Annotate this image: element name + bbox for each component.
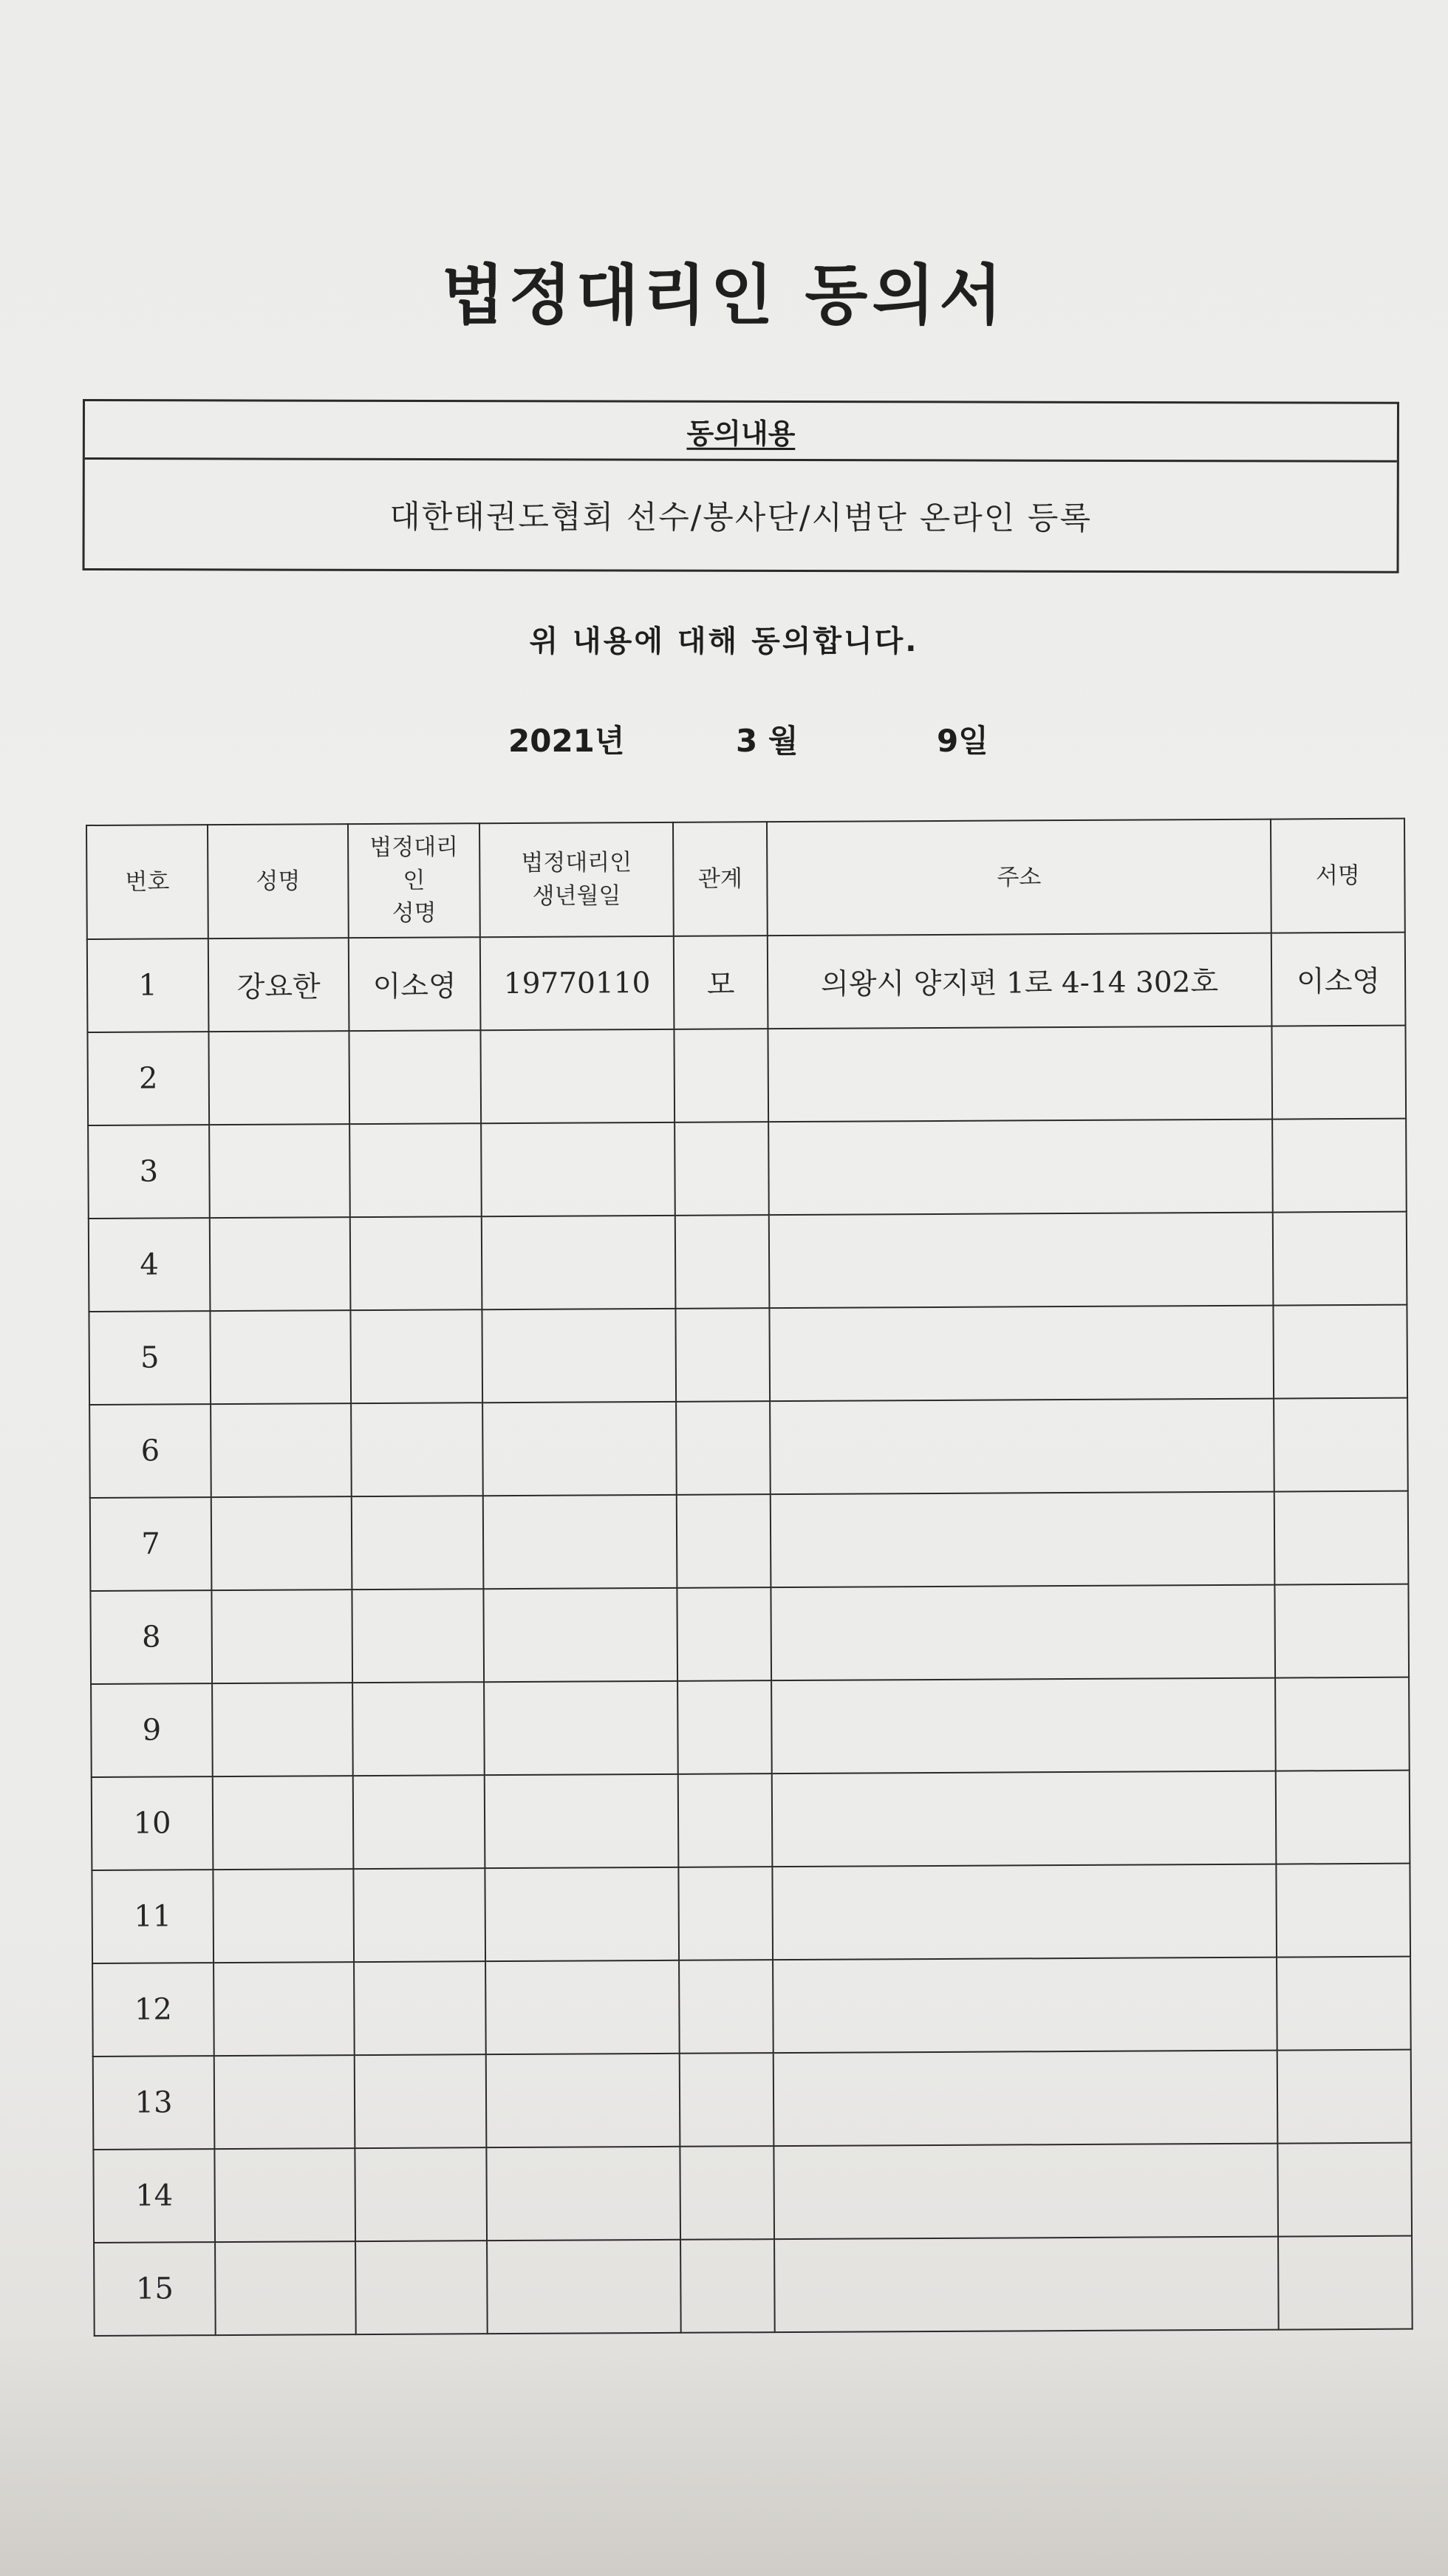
cell-address: 의왕시 양지편 1로 4-14 302호: [768, 933, 1272, 1029]
cell-number: 1: [87, 938, 209, 1032]
cell-guardian-name: [355, 2241, 488, 2334]
cell-name: [212, 1683, 353, 1776]
table-row: [87, 1026, 1406, 1125]
cell-address: [771, 1678, 1276, 1774]
cell-number: 10: [92, 1776, 214, 1870]
cell-number: 4: [89, 1218, 211, 1312]
cell-guardian-name: [355, 2147, 487, 2241]
cell-guardian-birth: [486, 2147, 680, 2241]
cell-signature: [1277, 2143, 1412, 2237]
cell-guardian-name: [349, 1030, 481, 1124]
cell-signature: [1276, 1864, 1410, 1957]
table-row: [90, 1491, 1409, 1591]
header-signature: 서명: [1271, 819, 1405, 933]
cell-name: [214, 2148, 355, 2242]
cell-name: [210, 1310, 351, 1404]
header-address: 주소: [767, 820, 1271, 936]
cell-number: 5: [89, 1311, 211, 1405]
header-relation: 관계: [673, 822, 768, 936]
guardian-roster-table: [86, 818, 1413, 2337]
agreement-statement: 위 내용에 대해 동의합니다.: [529, 624, 919, 658]
cell-address: [772, 1771, 1277, 1867]
cell-name: [210, 1217, 351, 1311]
cell-guardian-name: [352, 1589, 484, 1683]
cell-guardian-name: [355, 2054, 487, 2148]
cell-number: 14: [93, 2149, 215, 2243]
cell-signature: [1273, 1305, 1407, 1399]
cell-guardian-birth: [483, 1495, 677, 1589]
cell-guardian-name: [353, 1868, 485, 1962]
cell-name: [215, 2241, 356, 2335]
cell-guardian-birth: [486, 2054, 680, 2147]
cell-number: 11: [92, 1870, 214, 1963]
date-month: 3 월: [736, 723, 799, 759]
paper-shadow: [0, 2332, 1448, 2576]
table-row: [92, 1957, 1411, 2057]
cell-signature: [1274, 1398, 1408, 1492]
table-row: [92, 1771, 1410, 1870]
cell-guardian-name: [350, 1216, 482, 1310]
cell-address: [769, 1213, 1274, 1309]
cell-signature: 이소영: [1271, 933, 1406, 1026]
cell-number: 3: [88, 1125, 210, 1219]
cell-guardian-birth: [483, 1588, 677, 1682]
cell-relation: [679, 1960, 773, 2054]
cell-relation: [677, 1680, 772, 1774]
cell-number: 12: [92, 1963, 214, 2057]
cell-signature: [1272, 1119, 1407, 1213]
cell-relation: [677, 1587, 771, 1681]
table-row: [94, 2236, 1413, 2336]
cell-guardian-name: [349, 1123, 482, 1217]
cell-guardian-birth: [481, 1122, 675, 1216]
cell-name: [209, 1124, 350, 1218]
cell-signature: [1271, 1026, 1406, 1120]
cell-relation: [680, 2146, 774, 2240]
cell-name: [214, 1962, 355, 2056]
cell-relation: [674, 1029, 768, 1122]
table-row: [90, 1584, 1409, 1684]
cell-signature: [1273, 1212, 1407, 1306]
cell-name: [208, 1031, 349, 1125]
header-guardian-name: 법정대리 인 성명: [348, 823, 480, 938]
date-year: 2021년: [508, 723, 625, 759]
date-day: 9일: [937, 723, 988, 759]
cell-name: [214, 2055, 355, 2149]
cell-guardian-birth: [482, 1309, 676, 1403]
cell-address: [772, 1864, 1277, 1960]
cell-guardian-birth: 19770110: [480, 936, 675, 1030]
cell-name: [211, 1403, 352, 1497]
cell-guardian-birth: [485, 1867, 679, 1961]
cell-name: [213, 1776, 354, 1870]
cell-signature: [1278, 2236, 1413, 2330]
cell-number: 6: [89, 1404, 211, 1498]
table-row: [91, 1677, 1410, 1777]
cell-relation: [678, 1867, 773, 1960]
cell-guardian-birth: [487, 2240, 681, 2334]
cell-address: [773, 1957, 1277, 2054]
consent-content: 대한태권도협회 선수/봉사단/시범단 온라인 등록: [389, 498, 1093, 537]
table-row: [93, 2050, 1412, 2150]
cell-address: [771, 1492, 1275, 1588]
cell-relation: [678, 1773, 773, 1867]
cell-guardian-name: [354, 1961, 486, 2055]
consent-box: [83, 399, 1399, 573]
cell-address: [768, 1120, 1273, 1216]
table-body: [87, 933, 1413, 2336]
cell-guardian-birth: [485, 1960, 680, 2054]
cell-guardian-name: 이소영: [349, 937, 481, 1031]
cell-relation: [675, 1308, 770, 1402]
header-number: 번호: [86, 825, 208, 939]
cell-relation: [677, 1494, 771, 1588]
table-row: [89, 1212, 1407, 1312]
cell-signature: [1275, 1677, 1410, 1771]
cell-relation: 모: [674, 936, 768, 1029]
cell-guardian-name: [351, 1403, 483, 1496]
cell-address: [773, 2051, 1278, 2147]
cell-relation: [680, 2053, 774, 2147]
cell-name: [213, 1869, 354, 1963]
table-row: [92, 1864, 1410, 1963]
cell-signature: [1276, 1771, 1410, 1864]
cell-address: [773, 2144, 1278, 2240]
cell-guardian-name: [353, 1775, 485, 1869]
header-name: 성명: [208, 824, 349, 938]
cell-number: 2: [87, 1032, 209, 1125]
table-row: [88, 1119, 1407, 1219]
cell-guardian-name: [352, 1682, 485, 1776]
cell-signature: [1274, 1584, 1409, 1678]
cell-address: [769, 1306, 1274, 1402]
cell-guardian-name: [352, 1496, 484, 1589]
cell-guardian-birth: [484, 1681, 678, 1775]
cell-signature: [1277, 2050, 1412, 2144]
cell-relation: [676, 1401, 771, 1495]
consent-header: 동의내용: [686, 417, 796, 450]
cell-number: 15: [94, 2242, 216, 2336]
cell-address: [771, 1585, 1275, 1681]
consent-header-row: [85, 401, 1397, 463]
table-header-row: [86, 819, 1405, 939]
cell-relation: [675, 1215, 770, 1309]
cell-signature: [1274, 1491, 1409, 1585]
cell-number: 8: [90, 1590, 212, 1684]
table-row: [87, 933, 1406, 1032]
cell-number: 13: [93, 2056, 215, 2150]
cell-address: [770, 1399, 1274, 1495]
cell-guardian-birth: [482, 1402, 677, 1496]
cell-number: 9: [91, 1683, 213, 1777]
cell-relation: [680, 2239, 775, 2333]
cell-name: 강요한: [208, 938, 349, 1032]
cell-name: [211, 1589, 352, 1683]
table-row: [89, 1305, 1407, 1405]
cell-guardian-birth: [482, 1216, 676, 1309]
table-row: [89, 1398, 1408, 1498]
cell-guardian-name: [350, 1309, 482, 1403]
cell-signature: [1277, 1957, 1411, 2051]
header-guardian-birth: 법정대리인 생년월일: [479, 822, 674, 937]
table-row: [93, 2143, 1412, 2243]
document-title: 법정대리인 동의서: [441, 257, 1007, 333]
cell-number: 7: [90, 1497, 212, 1591]
cell-guardian-birth: [480, 1029, 675, 1123]
cell-relation: [675, 1122, 769, 1216]
cell-address: [768, 1026, 1272, 1122]
cell-guardian-birth: [485, 1774, 679, 1868]
cell-address: [774, 2237, 1279, 2333]
cell-name: [211, 1496, 352, 1590]
